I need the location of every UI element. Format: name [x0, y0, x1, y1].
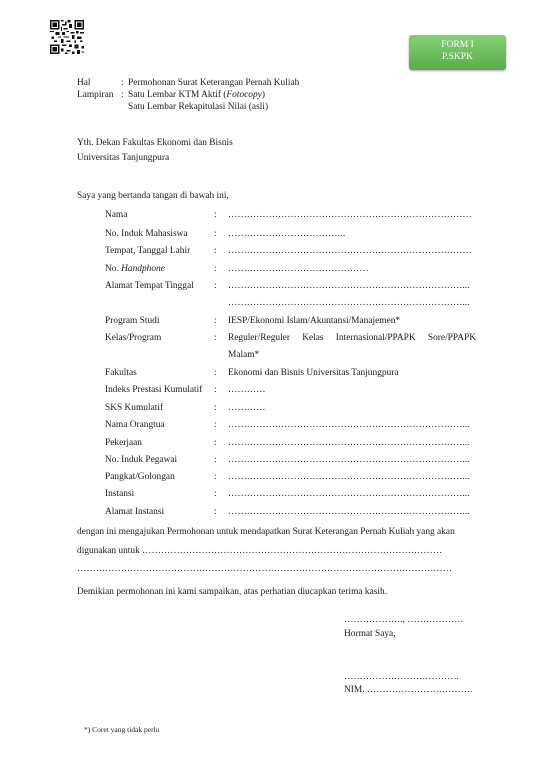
field-value-ttl: ……………………………………………………………………	[228, 246, 472, 256]
field-colon: :	[214, 438, 217, 448]
signature-place-date: ………………., ………………	[344, 615, 464, 625]
field-label-nip: No. Induk Pegawai	[105, 455, 178, 465]
hal-colon: :	[121, 78, 124, 88]
field-label-handphone: No. Handphone	[105, 264, 165, 274]
addressee-line-1: Yth. Dekan Fakultas Ekonomi dan Bisnis	[77, 138, 233, 148]
signature-greeting: Hormat Saya,	[344, 629, 396, 639]
field-value-nim: ………………………………..	[228, 229, 346, 239]
field-value-orangtua: …………………………………………………………………...	[228, 420, 470, 430]
field-label-pekerjaan: Pekerjaan	[105, 438, 142, 448]
field-colon: :	[214, 489, 217, 499]
field-label-ttl: Tempat, Tanggal Lahir	[105, 246, 191, 256]
signature-nim: NIM. …………………………….	[344, 685, 473, 695]
request-line-2: digunakan untuk ……………………………………………………………………………………	[77, 546, 443, 556]
field-label-alamat: Alamat Tempat Tinggal	[105, 281, 194, 291]
field-colon: :	[214, 385, 217, 395]
field-colon: :	[214, 403, 217, 413]
field-value-pangkat: …………………………………………………………………...	[228, 472, 470, 482]
form-badge	[409, 35, 506, 70]
qr-code	[50, 20, 84, 54]
field-value-kelas: Reguler/Reguler Kelas Internasional/PPAPK Sore/PPAPK	[228, 333, 476, 343]
field-label-nim: No. Induk Mahasiswa	[105, 229, 188, 239]
badge-line-1: FORM I	[441, 40, 474, 50]
field-colon: :	[214, 420, 217, 430]
request-line-3: …………………………………………………………………………………………………………	[77, 564, 452, 574]
field-value-alamat-instansi: …………………………………………………………………...	[228, 507, 470, 517]
badge-line-2: P.SKPK	[442, 52, 473, 62]
field-label-kelas: Kelas/Program	[105, 333, 162, 343]
field-label-pangkat: Pangkat/Golongan	[105, 472, 175, 482]
field-label-fakultas: Fakultas	[105, 368, 137, 378]
field-colon: :	[214, 229, 217, 239]
field-value-prodi: IESP/Ekonomi Islam/Akuntansi/Manajemen*	[228, 316, 401, 326]
field-colon: :	[214, 281, 217, 291]
addressee-line-2: Universitas Tanjungpura	[77, 153, 170, 163]
field-value-instansi: …………………………………………………………………...	[228, 489, 470, 499]
field-value-nip: …………………………………………………………………...	[228, 455, 470, 465]
field-colon: :	[214, 333, 217, 343]
field-label-ipk: Indeks Prestasi Kumulatif	[105, 385, 203, 395]
field-value-alamat-2: …………………………………………………………………...	[228, 298, 470, 308]
field-value-ipk: …………	[228, 385, 266, 395]
request-line-1: dengan ini mengajukan Permohonan untuk mendapatkan Surat Keterangan Pernah Kuliah yang akan	[77, 527, 455, 537]
field-value-handphone: ………………………………………	[228, 264, 369, 274]
field-colon: :	[214, 246, 217, 256]
hal-value: Permohonan Surat Keterangan Pernah Kuliah	[128, 78, 300, 88]
field-value-alamat: …………………………………………………………………...	[228, 281, 470, 291]
lampiran-colon: :	[121, 90, 124, 100]
field-value-nama: ……………………………………………………………………	[228, 210, 472, 220]
field-label-nama: Nama	[105, 210, 128, 220]
field-colon: :	[214, 455, 217, 465]
lampiran-value-1: Satu Lembar KTM Aktif (Fotocopy)	[128, 90, 265, 100]
field-colon: :	[214, 472, 217, 482]
field-colon: :	[214, 368, 217, 378]
field-label-orangtua: Nama Orangtua	[105, 420, 165, 430]
field-label-alamat-instansi: Alamat Instansi	[105, 507, 165, 517]
field-value-sks: …………	[228, 403, 266, 413]
field-label-prodi: Program Studi	[105, 316, 160, 326]
field-colon: :	[214, 210, 217, 220]
field-value-fakultas: Ekonomi dan Bisnis Universitas Tanjungpura	[228, 368, 399, 378]
signature-name-line: ……………………………….	[344, 672, 459, 682]
field-label-sks: SKS Kumulatif	[105, 403, 164, 413]
lampiran-label: Lampiran	[77, 90, 114, 100]
field-label-instansi: Instansi	[105, 489, 135, 499]
field-value-pekerjaan: …………………………………………………………………...	[228, 438, 470, 448]
field-colon: :	[214, 316, 217, 326]
lampiran-value-2: Satu Lembar Rekapitulasi Nilai (asli)	[128, 102, 269, 112]
field-colon: :	[214, 264, 217, 274]
closing-text: Demikian permohonan ini kami sampaikan, atas perhatian diucapkan terima kasih.	[77, 587, 388, 597]
field-colon: :	[214, 507, 217, 517]
footnote: *) Coret yang tidak perlu	[84, 725, 160, 734]
intro-text: Saya yang bertanda tangan di bawah ini,	[77, 191, 229, 201]
field-value-kelas-2: Malam*	[228, 350, 260, 360]
hal-label: Hal	[77, 78, 91, 88]
